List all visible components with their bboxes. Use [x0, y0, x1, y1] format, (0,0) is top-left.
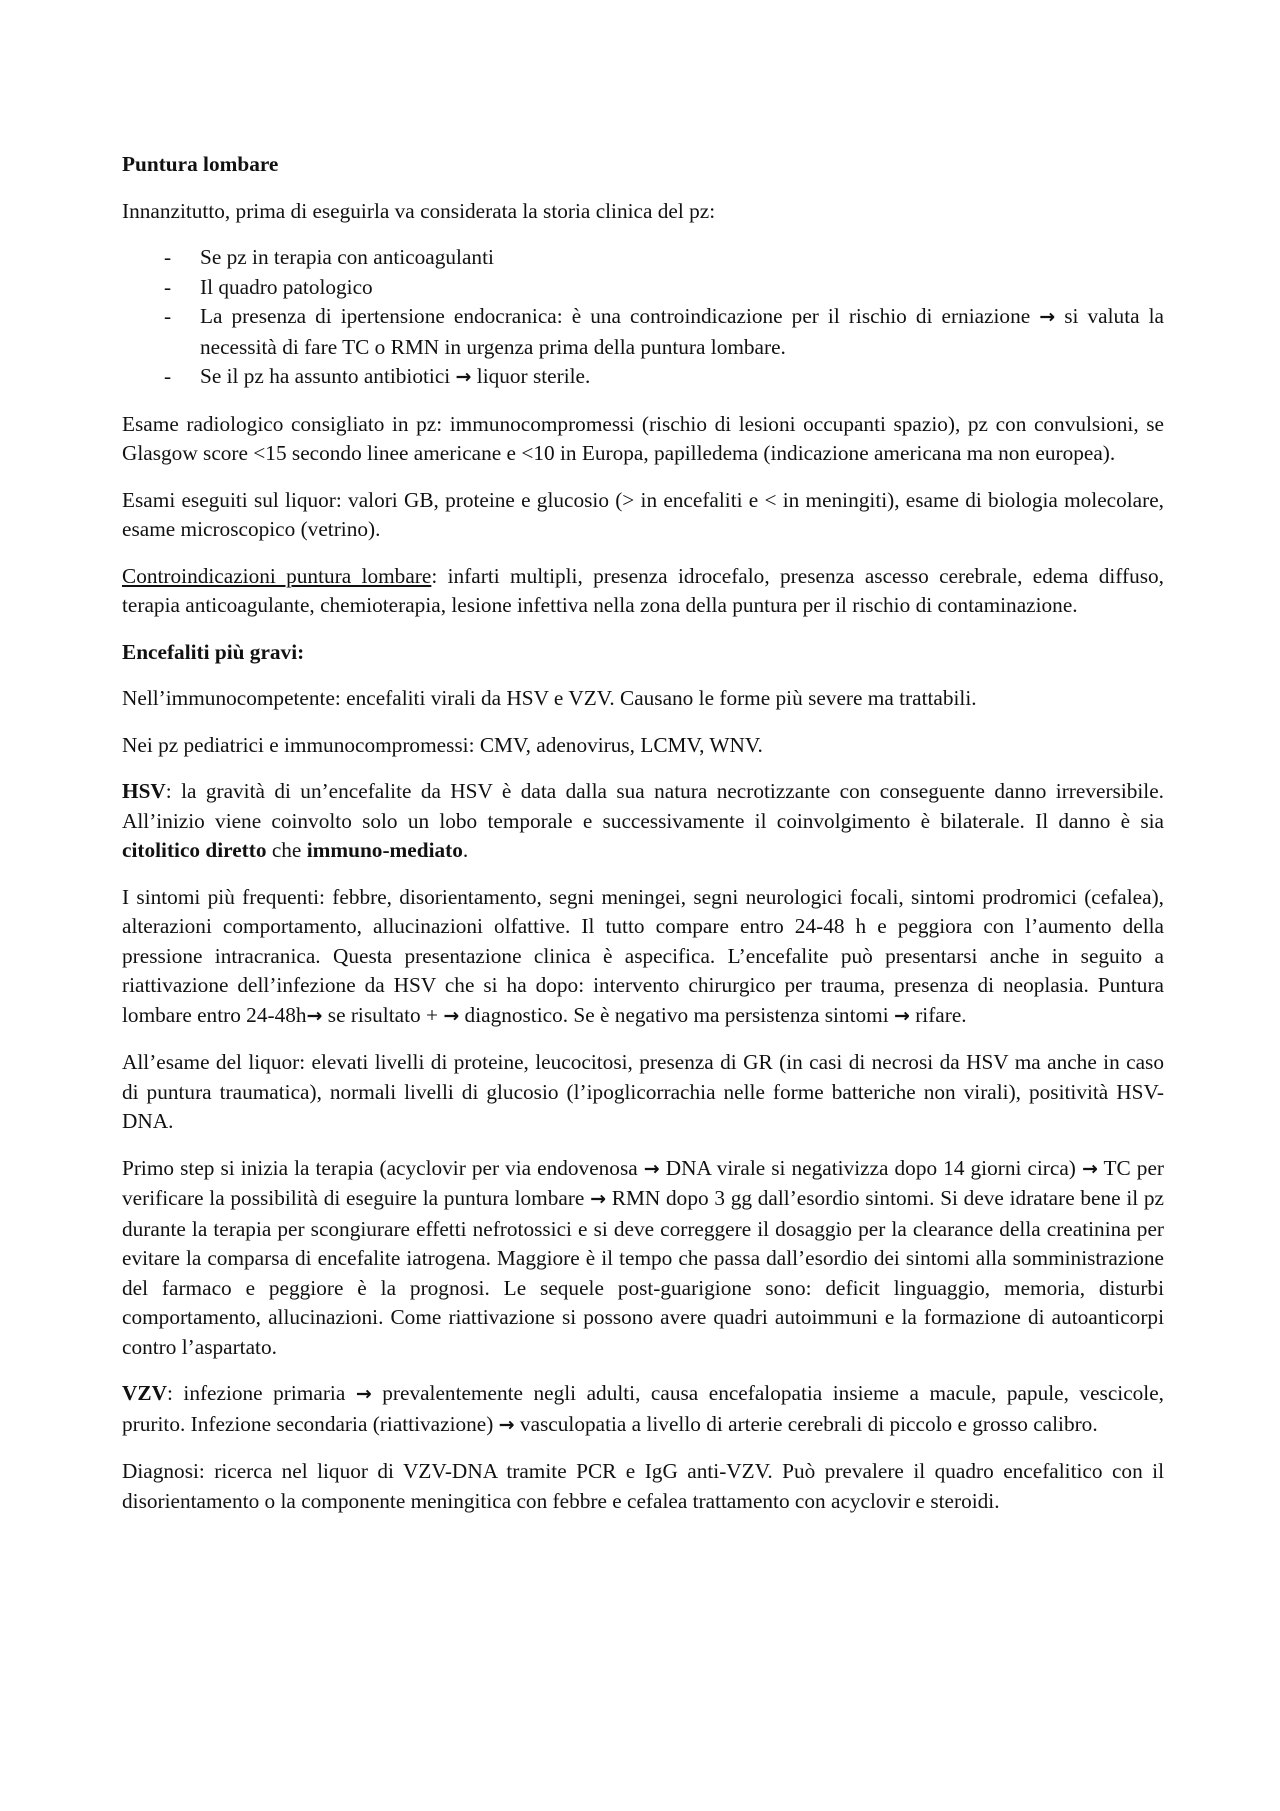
hsv-label: HSV: [122, 779, 166, 803]
diagnosis-paragraph: Diagnosi: ricerca nel liquor di VZV-DNA tramite PCR e IgG anti-VZV. Può prevalere il quadro encefalitico con il disorientamento o la componente meningitica con febbre e cefalea trattamento con acyclovir e steroidi.: [122, 1459, 1164, 1513]
immunocompetent-paragraph: Nell’immunocompetente: encefaliti virali da HSV e VZV. Causano le forme più severe ma trattabili.: [122, 686, 977, 710]
arrow-icon: →: [443, 1004, 460, 1027]
liquor-findings-paragraph: All’esame del liquor: elevati livelli di proteine, leucocitosi, presenza di GR (in casi di necrosi da HSV ma anche in caso di puntura traumatica), normali livelli di glucosio (l’ipoglicorrachia nelle forme batteriche non virali), positività HSV-DNA.: [122, 1050, 1164, 1133]
therapy-paragraph: Primo step si inizia la terapia (acyclovir per via endovenosa → DNA virale si negativizza dopo 14 giorni circa) → TC per verificare la possibilità di eseguire la puntura lombare → RMN dopo 3 gg dall’esordio sintomi. Si deve idratare bene il pz durante la terapia per scongiurare effetti nefrotossici e si deve correggere il dosaggio per la clearance della creatinina per evitare la comparsa di encefalite iatrogena. Maggiore è il tempo che passa dall’esordio dei sintomi alla somministrazione del farmaco e peggiore è la prognosi. Le sequele post-guarigione sono: deficit linguaggio, memoria, disturbi comportamento, allucinazioni. Come riattivazione si possono avere quadri autoimmuni e la formazione di autoanticorpi contro l’aspartato.: [122, 1155, 1164, 1359]
arrow-icon: →: [643, 1157, 660, 1180]
section-title-encefaliti: Encefaliti più gravi:: [122, 639, 305, 664]
arrow-icon: →: [498, 1413, 515, 1436]
clinical-history-list: [122, 243, 1164, 393]
symptoms-paragraph: I sintomi più frequenti: febbre, disorientamento, segni meningei, segni neurologici focali, sintomi prodromici (cefalea), alterazioni comportamento, allucinazioni olfattive. Il tutto compare entro 24-48 h e peggiora con l’aumento della pressione intracranica. Questa presentazione clinica è aspecifica. L’encefalite può presentarsi anche in seguito a riattivazione dell’infezione da HSV che si ha dopo: intervento chirurgico per trauma, presenza di neoplasia. Puntura lombare entro 24-48h→ se risultato + → diagnostico. Se è negativo ma persistenza sintomi → rifare.: [122, 884, 1164, 1027]
dash-bullet: -: [164, 304, 172, 328]
arrow-icon: →: [1039, 306, 1056, 328]
list-item: - Il quadro patologico: [122, 273, 1164, 303]
intro-paragraph: Innanzitutto, prima di eseguirla va considerata la storia clinica del pz:: [122, 198, 716, 223]
list-item: - La presenza di ipertensione endocranica: è una controindicazione per il rischio di erniazione → si valuta la necessità di fare TC o RMN in urgenza prima della puntura lombare.: [164, 304, 1165, 359]
bold-term: citolitico diretto: [122, 838, 267, 862]
contraindications-label: Controindicazioni puntura lombare: [122, 563, 432, 588]
list-item: - Se il pz ha assunto antibiotici → liquor sterile.: [122, 362, 1164, 393]
list-item: - Se pz in terapia con anticoagulanti: [122, 243, 1164, 273]
arrow-icon: →: [590, 1188, 607, 1210]
radiology-paragraph: Esame radiologico consigliato in pz: immunocompromessi (rischio di lesioni occupanti spazio), pz con convulsioni, se Glasgow score <15 secondo linee americane e <10 in Europa, papilledema (indicazione americana ma non europea).: [122, 411, 1164, 465]
bold-term: immuno-mediato: [306, 838, 463, 862]
vzv-paragraph: VZV: infezione primaria → prevalentemente negli adulti, causa encefalopatia insieme a macule, papule, vescicole, prurito. Infezione secondaria (riattivazione) → vasculopatia a livello di arterie cerebrali di piccolo e grosso calibro.: [122, 1381, 1164, 1436]
document-page: [122, 150, 1164, 1533]
contraindications-paragraph: Controindicazioni puntura lombare: infarti multipli, presenza idrocefalo, presenza ascesso cerebrale, edema diffuso, terapia anticoagulante, chemioterapia, lesione infettiva nella zona della puntura per il rischio di contaminazione.: [122, 563, 1164, 617]
liquor-exams-paragraph: Esami eseguiti sul liquor: valori GB, proteine e glucosio (> in encefaliti e < in meningiti), esame di biologia molecolare, esame microscopico (vetrino).: [122, 487, 1164, 541]
dash-bullet: -: [164, 364, 172, 388]
vzv-label: VZV: [122, 1381, 167, 1405]
section-title-puntura-lombare: Puntura lombare: [122, 152, 279, 176]
dash-bullet: -: [164, 245, 172, 269]
arrow-icon: →: [455, 366, 472, 388]
arrow-icon: →: [893, 1004, 910, 1027]
hsv-paragraph: HSV: la gravità di un’encefalite da HSV è data dalla sua natura necrotizzante con conseguente danno irreversibile. All’inizio viene coinvolto solo un lobo temporale e successivamente il coinvolgimento è bilaterale. Il danno è sia citolitico diretto che immuno-mediato.: [122, 779, 1164, 862]
dash-bullet: -: [164, 274, 172, 299]
arrow-icon: →: [1081, 1157, 1098, 1180]
arrow-icon: →: [355, 1383, 372, 1405]
pediatric-paragraph: Nei pz pediatrici e immunocompromessi: CMV, adenovirus, LCMV, WNV.: [122, 732, 763, 757]
arrow-icon: →: [306, 1004, 323, 1027]
